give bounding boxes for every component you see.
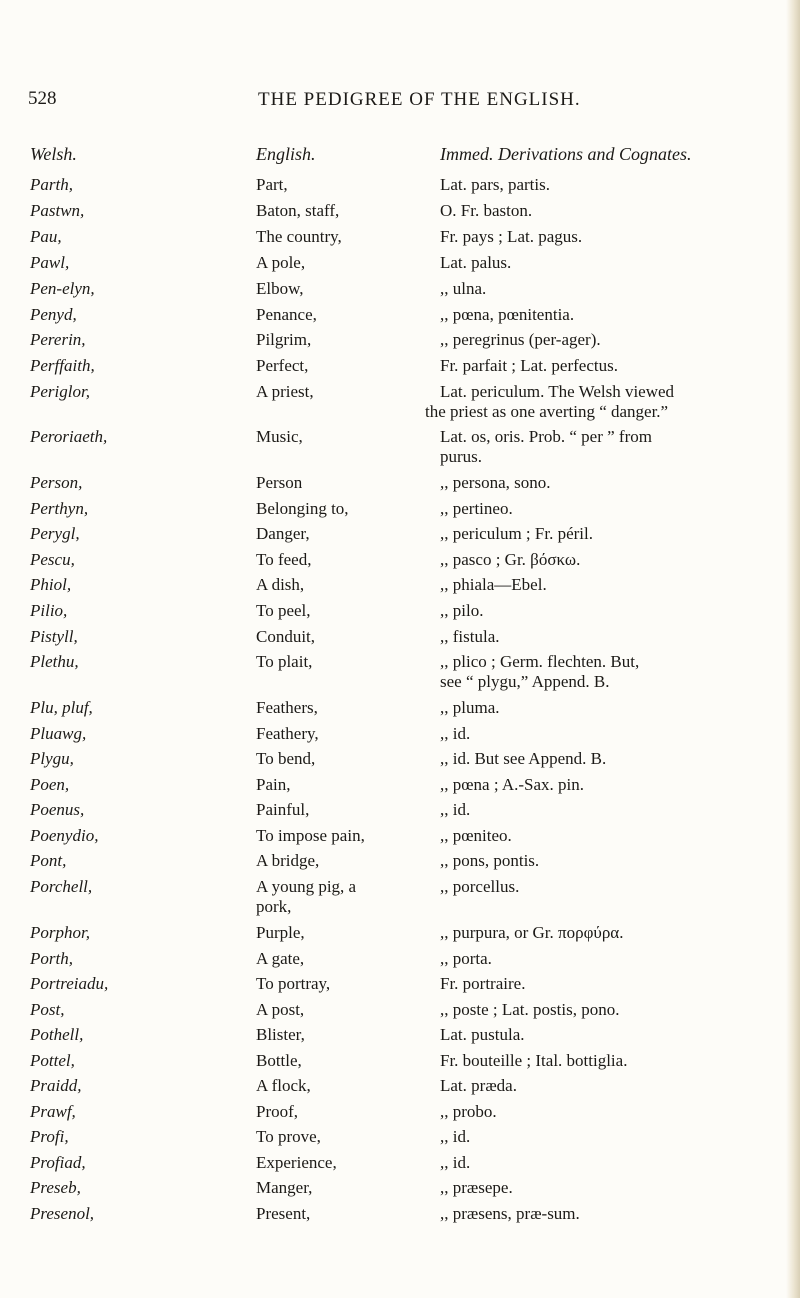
derivation: ,, plico ; Germ. flechten. But, [440,652,640,671]
derivation: Fr. parfait ; Lat. perfectus. [440,356,618,375]
english-meaning: Baton, staff, [256,201,340,220]
welsh-word: Profiad, [30,1153,86,1172]
welsh-word: Pastwn, [30,201,85,220]
welsh-word: Poen, [30,775,70,794]
english-meaning: A dish, [256,575,305,594]
welsh-word: Pau, [30,227,62,246]
derivation: ,, pertineo. [440,499,513,518]
table-row [0,524,800,550]
derivation-continued: see “ plygu,” Append. B. [440,672,610,691]
welsh-word: Plygu, [30,749,74,768]
table-row [0,550,800,576]
english-meaning: Purple, [256,923,305,942]
welsh-word: Poenydio, [30,826,99,845]
derivation: ,, porta. [440,949,492,968]
derivation: ,, persona, sono. [440,473,551,492]
table-row [0,227,800,253]
english-meaning: A pole, [256,253,306,272]
derivation: ,, pœna ; A.-Sax. pin. [440,775,585,794]
english-meaning: Feathers, [256,698,318,717]
welsh-word: Preseb, [30,1178,81,1197]
welsh-word: Pistyll, [30,627,78,646]
table-row [0,601,800,627]
page-header [28,88,772,118]
table-row [0,851,800,877]
glossary-table [0,175,800,1265]
welsh-word: Porth, [30,949,73,968]
derivation: Lat. os, oris. Prob. “ per ” from [440,427,652,446]
english-meaning: Blister, [256,1025,305,1044]
column-header-english: English. [256,144,316,164]
english-meaning: Bottle, [256,1051,302,1070]
english-meaning: A post, [256,1000,305,1019]
welsh-word: Periglor, [30,382,90,401]
running-head: THE PEDIGREE OF THE ENGLISH. [258,89,581,110]
table-row [0,575,800,601]
table-row [0,826,800,852]
table-row [0,175,800,201]
derivation: ,, fistula. [440,627,500,646]
column-header-welsh: Welsh. [30,144,77,164]
welsh-word: Porphor, [30,923,90,942]
table-row [0,1025,800,1051]
table-row [0,305,800,331]
welsh-word: Porchell, [30,877,93,896]
english-meaning: Pilgrim, [256,330,312,349]
table-row [0,1000,800,1026]
table-row [0,201,800,227]
english-meaning: Manger, [256,1178,313,1197]
derivation: Lat. periculum. The Welsh viewed [440,382,675,401]
table-row [0,356,800,382]
derivation: ,, peregrinus (per-ager). [440,330,601,349]
derivation: Lat. pars, partis. [440,175,550,194]
derivation: Lat. palus. [440,253,512,272]
english-meaning: To impose pain, [256,826,365,845]
english-meaning: To peel, [256,601,311,620]
english-meaning: Present, [256,1204,311,1223]
table-row [0,1153,800,1179]
english-meaning: Music, [256,427,303,446]
welsh-word: Pescu, [30,550,75,569]
derivation: ,, id. But see Append. B. [440,749,607,768]
welsh-word: Pen-elyn, [30,279,95,298]
derivation: ,, phiala—Ebel. [440,575,547,594]
table-row [0,923,800,949]
table-row [0,427,800,466]
english-meaning: Painful, [256,800,310,819]
welsh-word: Pererin, [30,330,86,349]
table-row [0,775,800,801]
table-row [0,1127,800,1153]
derivation: ,, pons, pontis. [440,851,540,870]
derivation: ,, probo. [440,1102,497,1121]
table-row [0,698,800,724]
welsh-word: Profi, [30,1127,69,1146]
english-meaning: To bend, [256,749,316,768]
table-row [0,253,800,279]
table-row [0,652,800,691]
english-meaning: To prove, [256,1127,321,1146]
english-meaning: Perfect, [256,356,309,375]
english-meaning: Pain, [256,775,291,794]
column-header-derivations: Immed. Derivations and Cognates. [440,144,692,164]
english-meaning: A priest, [256,382,314,401]
welsh-word: Pluawg, [30,724,87,743]
table-row [0,1102,800,1128]
english-meaning-continued: pork, [256,897,292,916]
english-meaning: A flock, [256,1076,311,1095]
table-row [0,877,800,916]
welsh-word: Presenol, [30,1204,95,1223]
derivation: Lat. præda. [440,1076,517,1095]
derivation: ,, pasco ; Gr. βόσκω. [440,550,581,569]
welsh-word: Post, [30,1000,65,1019]
table-row [0,627,800,653]
english-meaning: Belonging to, [256,499,349,518]
english-meaning: A bridge, [256,851,320,870]
english-meaning: Proof, [256,1102,299,1121]
table-row [0,499,800,525]
derivation: ,, id. [440,724,471,743]
derivation: ,, pœna, pœnitentia. [440,305,575,324]
welsh-word: Plu, pluf, [30,698,93,717]
derivation: Fr. pays ; Lat. pagus. [440,227,583,246]
english-meaning: Experience, [256,1153,337,1172]
welsh-word: Poenus, [30,800,85,819]
welsh-word: Pothell, [30,1025,84,1044]
derivation: ,, poste ; Lat. postis, pono. [440,1000,620,1019]
derivation: ,, pœniteo. [440,826,512,845]
derivation: Fr. portraire. [440,974,526,993]
welsh-word: Parth, [30,175,73,194]
english-meaning: To feed, [256,550,312,569]
welsh-word: Phiol, [30,575,72,594]
derivation: Fr. bouteille ; Ital. bottiglia. [440,1051,628,1070]
welsh-word: Perthyn, [30,499,89,518]
column-headers [0,144,800,170]
derivation: ,, porcellus. [440,877,520,896]
derivation: ,, pluma. [440,698,500,717]
english-meaning: To plait, [256,652,313,671]
derivation: ,, id. [440,1153,471,1172]
table-row [0,1178,800,1204]
table-row [0,949,800,975]
english-meaning: Part, [256,175,288,194]
table-row [0,1204,800,1230]
derivation-continued: the priest as one averting “ danger.” [425,402,669,421]
derivation: ,, periculum ; Fr. péril. [440,524,593,543]
welsh-word: Pottel, [30,1051,75,1070]
welsh-word: Praidd, [30,1076,82,1095]
derivation: ,, præsepe. [440,1178,513,1197]
english-meaning: Person [256,473,303,492]
welsh-word: Prawf, [30,1102,76,1121]
english-meaning: A young pig, a [256,877,357,896]
welsh-word: Penyd, [30,305,77,324]
welsh-word: Plethu, [30,652,79,671]
english-meaning: Feathery, [256,724,319,743]
derivation: ,, præsens, præ-sum. [440,1204,580,1223]
table-row [0,382,800,421]
derivation: O. Fr. baston. [440,201,533,220]
welsh-word: Peroriaeth, [30,427,108,446]
derivation: ,, id. [440,800,471,819]
table-row [0,749,800,775]
table-row [0,1051,800,1077]
derivation: ,, id. [440,1127,471,1146]
derivation-continued: purus. [440,447,483,466]
derivation: Lat. pustula. [440,1025,525,1044]
table-row [0,800,800,826]
welsh-word: Portreiadu, [30,974,109,993]
welsh-word: Perffaith, [30,356,95,375]
table-row [0,1076,800,1102]
english-meaning: Elbow, [256,279,304,298]
page-number: 528 [28,88,57,109]
welsh-word: Pont, [30,851,67,870]
derivation: ,, ulna. [440,279,487,298]
welsh-word: Pawl, [30,253,70,272]
welsh-word: Person, [30,473,83,492]
table-row [0,473,800,499]
english-meaning: The country, [256,227,342,246]
english-meaning: Danger, [256,524,310,543]
derivation: ,, pilo. [440,601,484,620]
english-meaning: To portray, [256,974,331,993]
table-row [0,279,800,305]
welsh-word: Perygl, [30,524,80,543]
derivation: ,, purpura, or Gr. πορφύρα. [440,923,624,942]
welsh-word: Pilio, [30,601,68,620]
english-meaning: A gate, [256,949,305,968]
table-row [0,724,800,750]
english-meaning: Conduit, [256,627,316,646]
english-meaning: Penance, [256,305,317,324]
table-row [0,974,800,1000]
table-row [0,330,800,356]
